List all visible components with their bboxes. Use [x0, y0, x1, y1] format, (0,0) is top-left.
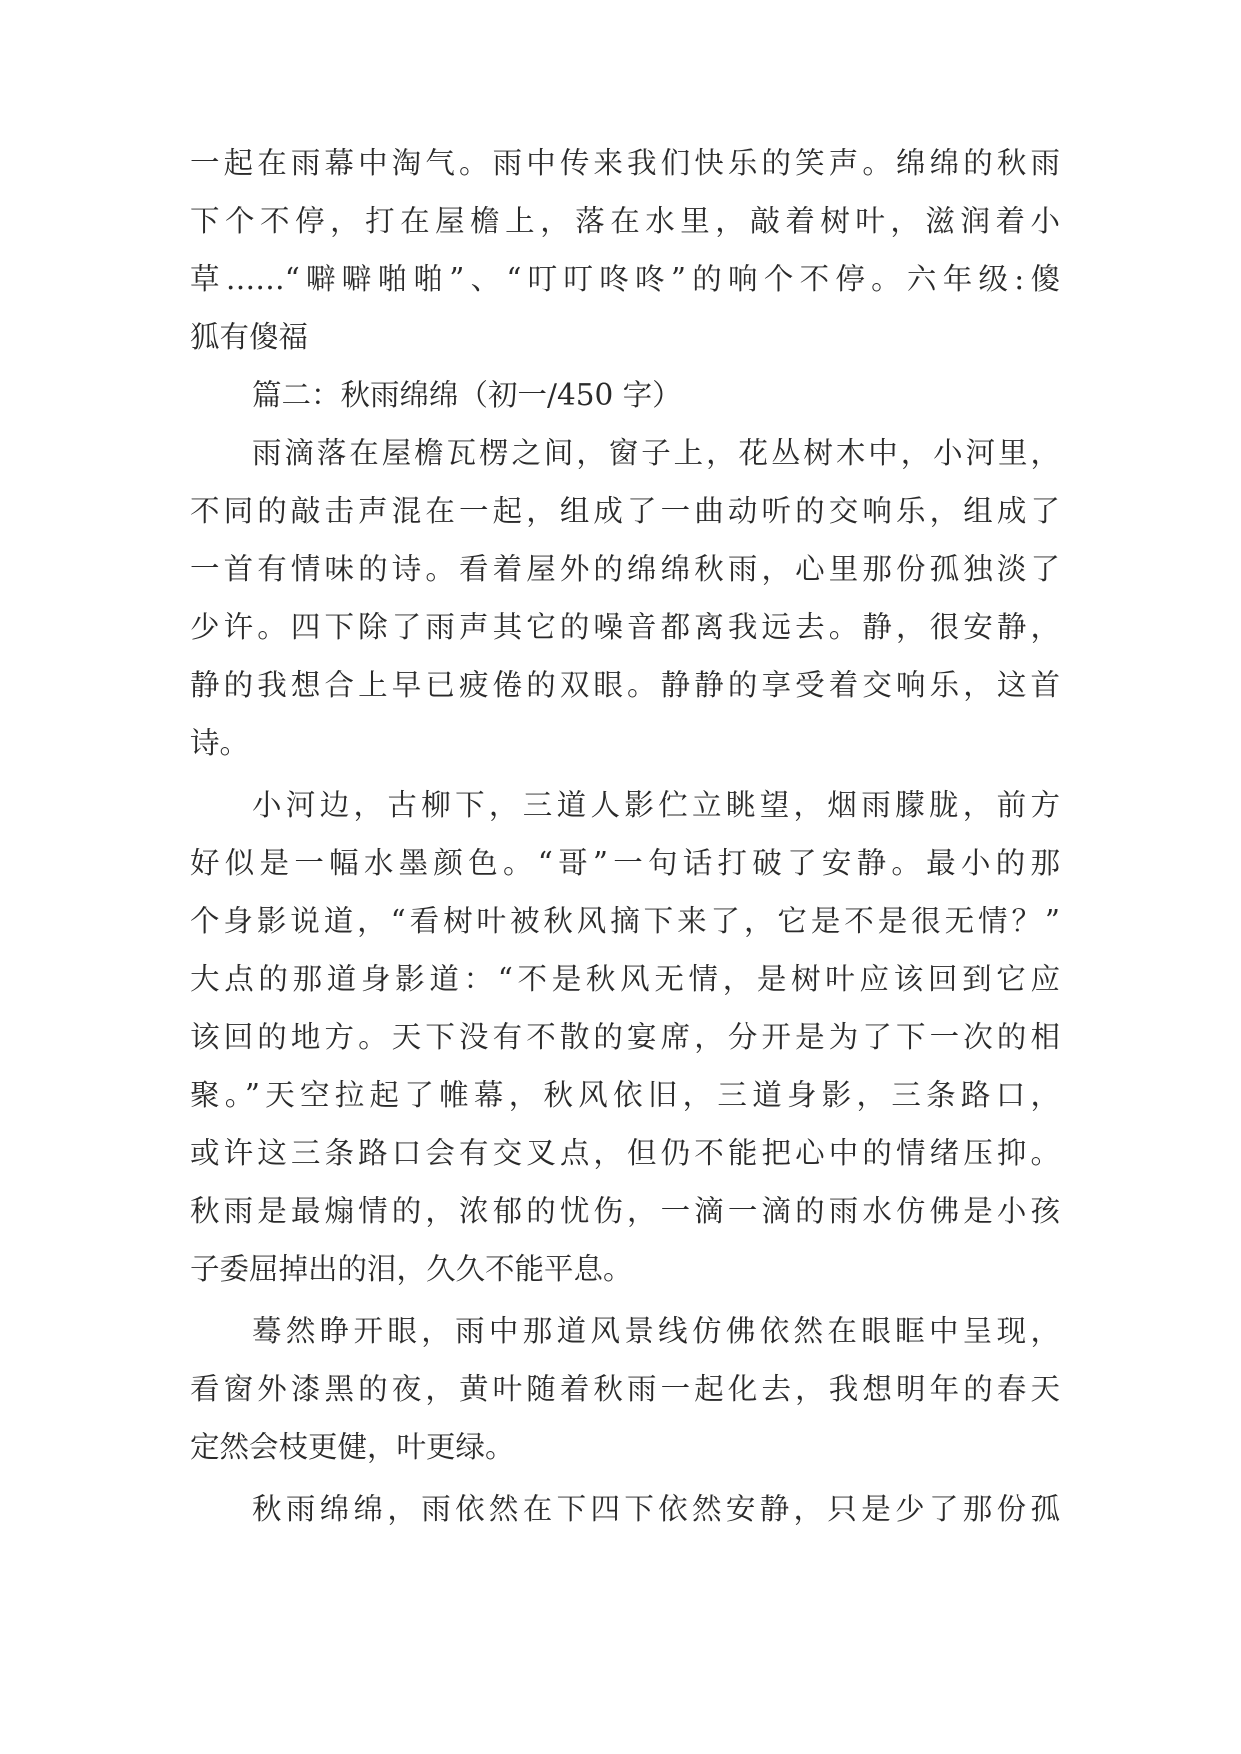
text-line: 看窗外漆黑的夜，黄叶随着秋雨一起化去，我想明年的春天	[190, 1372, 1060, 1406]
text-line: 少许。四下除了雨声其它的噪音都离我远去。静，很安静，	[190, 610, 1060, 644]
text-line: 静的我想合上早已疲倦的双眼。静静的享受着交响乐，这首	[190, 668, 1060, 702]
text-line: 聚。”天空拉起了帷幕，秋风依旧，三道身影，三条路口，	[190, 1078, 1060, 1112]
text-line: 雨滴落在屋檐瓦楞之间，窗子上，花丛树木中，小河里，	[252, 436, 1060, 470]
text-line: 或许这三条路口会有交叉点，但仍不能把心中的情绪压抑。	[190, 1136, 1060, 1170]
text-line: 秋雨绵绵，雨依然在下四下依然安静，只是少了那份孤	[252, 1492, 1060, 1526]
text-line: 不同的敲击声混在一起，组成了一曲动听的交响乐，组成了	[190, 494, 1060, 528]
text-line: 一首有情味的诗。看着屋外的绵绵秋雨，心里那份孤独淡了	[190, 552, 1060, 586]
text-line: 诗。	[190, 726, 250, 760]
text-line: 秋雨是最煽情的，浓郁的忧伤，一滴一滴的雨水仿佛是小孩	[190, 1194, 1060, 1228]
text-line: 定然会枝更健，叶更绿。	[190, 1430, 515, 1464]
text-line: 小河边，古柳下，三道人影伫立眺望，烟雨朦胧，前方	[252, 788, 1060, 822]
section-heading: 篇二：秋雨绵绵（初一/450 字）	[252, 378, 682, 412]
text-line: 狐有傻福	[190, 320, 309, 354]
text-line: 该回的地方。天下没有不散的宴席，分开是为了下一次的相	[190, 1020, 1060, 1054]
text-line: 子委屈掉出的泪，久久不能平息。	[190, 1252, 633, 1286]
text-line: 好似是一幅水墨颜色。“哥”一句话打破了安静。最小的那	[190, 846, 1060, 880]
text-line: 蓦然睁开眼，雨中那道风景线仿佛依然在眼眶中呈现，	[252, 1314, 1060, 1348]
text-line: 下个不停，打在屋檐上，落在水里，敲着树叶，滋润着小	[190, 204, 1060, 238]
text-line: 大点的那道身影道：“不是秋风无情，是树叶应该回到它应	[190, 962, 1060, 996]
text-line: 草……“噼噼啪啪”、“叮叮咚咚”的响个不停。六年级:傻	[190, 262, 1060, 296]
text-line: 一起在雨幕中淘气。雨中传来我们快乐的笑声。绵绵的秋雨	[190, 146, 1060, 180]
text-line: 个身影说道，“看树叶被秋风摘下来了，它是不是很无情？”	[190, 904, 1060, 938]
